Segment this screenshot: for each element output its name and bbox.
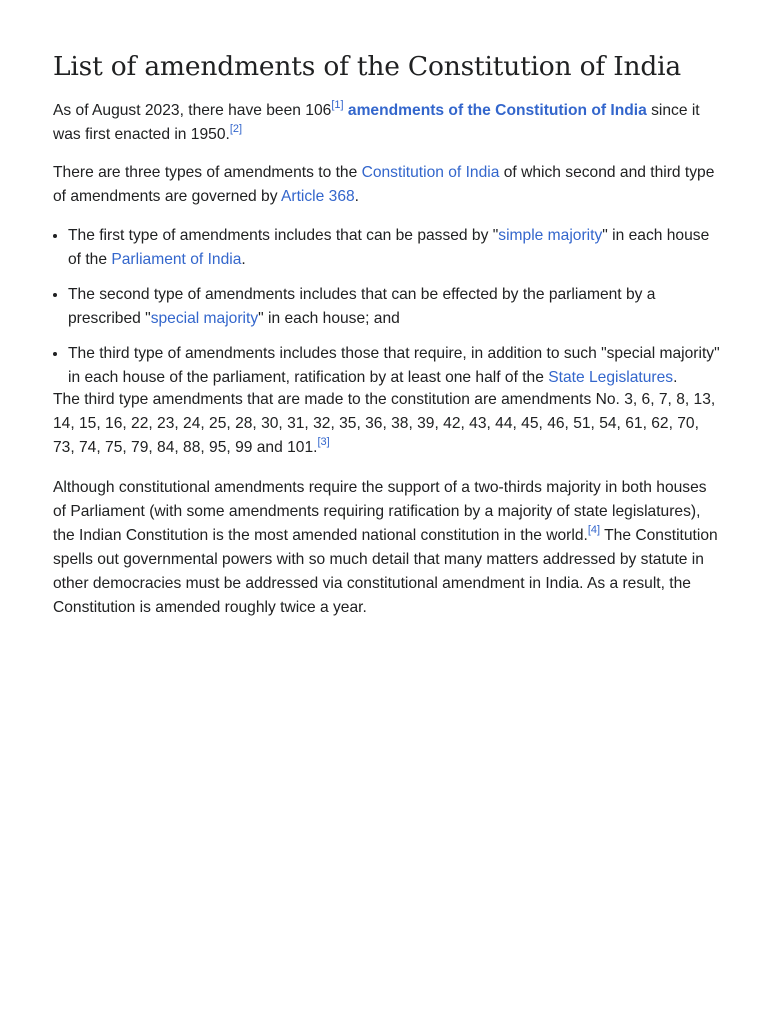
reference-link[interactable]: [1] <box>331 99 344 111</box>
paragraph-text: The Constitution spells out governmental powers with so much detail that many matters addressed by statute in other democracies must be addressed via constitutional amendment in India. As a result, the Constitution is amended roughly twice a year. <box>53 527 718 616</box>
page-title: List of amendments of the Constitution of India <box>53 51 681 82</box>
list-item <box>68 223 721 272</box>
paragraph-text: The third type amendments that are made to the constitution are amendments No. 3, 6, 7, 8, 13, 14, 15, 16, 22, 23, 24, 25, 28, 30, 31, 32, 35, 36, 38, 39, 42, 43, 44, 45, 46, 51, 54, 61, 62, 70, 73, 74, 75, 79, 84, 88, 95, 99 and 101. <box>53 391 716 456</box>
parliament-link[interactable]: Parliament of India <box>111 251 242 268</box>
reference-2[interactable] <box>230 123 242 135</box>
amendments-link[interactable]: amendments of the Constitution of India <box>347 102 647 119</box>
paragraph-text: since it was first enacted in 1950. <box>53 102 700 143</box>
intro-paragraph <box>53 99 721 147</box>
paragraph-text: . <box>354 188 360 205</box>
reference-link[interactable]: [3] <box>317 436 330 448</box>
list-item-text: The first type of amendments includes that can be passed by " <box>68 227 499 244</box>
paragraph-text: As of August 2023, there have been 106 <box>53 102 332 119</box>
types-paragraph <box>53 161 721 209</box>
third-type-paragraph <box>53 388 721 460</box>
summary-paragraph <box>53 476 721 620</box>
paragraph-text: of which second and third type of amendments are governed by <box>53 164 715 205</box>
list-item-text: The third type of amendments includes those that require, in addition to such "special majority" in each house of the parliament, ratification by at least one half of the <box>68 345 720 386</box>
reference-3[interactable] <box>317 436 329 448</box>
reference-link[interactable]: [2] <box>229 123 243 135</box>
list-item-text: " in each house of the <box>68 227 710 268</box>
reference-1[interactable] <box>331 99 343 111</box>
amendment-types-list <box>53 223 721 390</box>
simple-majority-link[interactable]: simple majority <box>498 227 603 244</box>
paragraph-text: Although constitutional amendments require the support of a two-thirds majority in both houses of Parliament (with some amendments requiring ratification by a majority of state legislatures), the Indian Constitution is the most amended national constitution in the world. <box>53 479 707 544</box>
list-item-text: " in each house; and <box>258 310 400 327</box>
constitution-link[interactable]: Constitution of India <box>361 164 500 181</box>
list-item-text: The second type of amendments includes that can be effected by the parliament by a prescribed " <box>68 286 656 327</box>
reference-link[interactable]: [4] <box>587 524 601 536</box>
article-368-link[interactable]: Article 368 <box>280 188 355 205</box>
list-item <box>68 282 721 331</box>
article-content <box>53 0 721 620</box>
list-item-text: . <box>673 369 678 386</box>
special-majority-link[interactable]: special majority <box>150 310 259 327</box>
list-item <box>68 341 721 390</box>
list-item-text: . <box>241 251 246 268</box>
paragraph-text: There are three types of amendments to the <box>53 164 362 181</box>
state-legislatures-link[interactable]: State Legislatures <box>548 369 674 386</box>
reference-4[interactable] <box>588 524 600 536</box>
